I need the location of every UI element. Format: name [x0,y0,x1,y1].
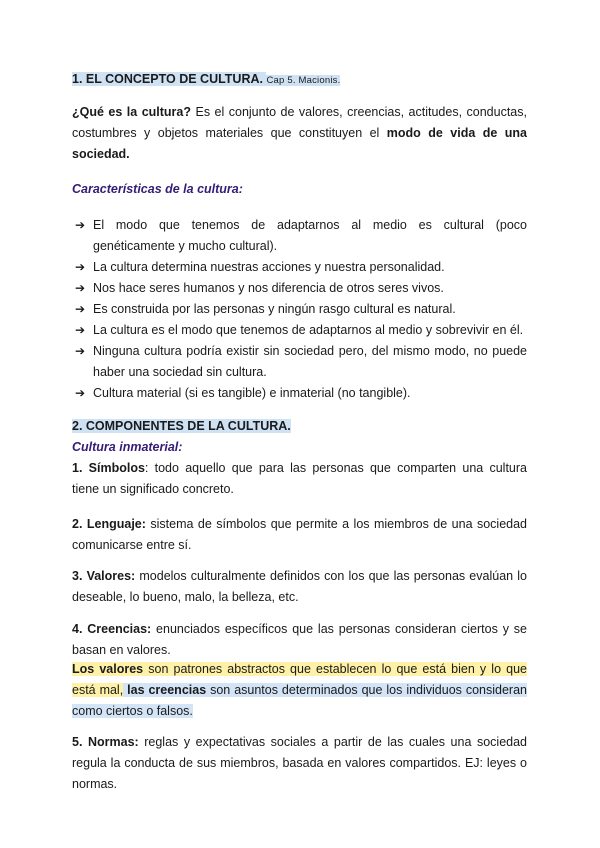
list-item: ➔ Ninguna cultura podría existir sin sociedad pero, del mismo modo, no puede haber una sociedad sin cultura. [72,341,527,383]
list-item: ➔ La cultura determina nuestras acciones y nuestra personalidad. [72,257,527,278]
component-beliefs: 4. Creencias: enunciados específicos que las personas consideran ciertos y se basan en valores. [72,622,527,657]
arrow-right-icon: ➔ [75,386,86,400]
definition-text: Es el conjunto de valores, creencias, actitudes, conductas, costumbres y objetos materiales que constituyen el [72,105,527,140]
section2-heading [72,416,527,437]
component-language: 2. Lenguaje: sistema de símbolos que permite a los miembros de una sociedad comunicarse entre sí. [72,517,528,552]
arrow-right-icon: ➔ [75,260,86,274]
component-symbols: 1. Símbolos: todo aquello que para las personas que comparten una cultura tiene un significado concreto. [72,461,527,496]
note-beliefs: las creencias son asuntos determinados que los individuos consideran como ciertos o falsos. [72,683,527,718]
values-label: 3. Valores: [72,569,136,583]
characteristics-title: Características de la cultura: [72,182,243,196]
symbols-label: 1. Símbolos [72,461,145,475]
beliefs-label: 4. Creencias: [72,622,152,636]
section2-title: 2. COMPONENTES DE LA CULTURA. [72,419,291,433]
arrow-right-icon: ➔ [75,281,86,295]
values-beliefs-note [72,659,527,722]
list-item: ➔ El modo que tenemos de adaptarnos al medio es cultural (poco genéticamente y mucho cultural). [72,215,527,257]
arrow-right-icon: ➔ [75,302,86,316]
list-item: ➔ Nos hace seres humanos y nos diferencia de otros seres vivos. [72,278,527,299]
section2-subtitle: Cultura inmaterial: [72,440,183,454]
section1-ref: Cap 5. Macionis. [266,75,341,86]
section1-title: 1. EL CONCEPTO DE CULTURA. [72,72,263,86]
arrow-right-icon: ➔ [75,344,86,358]
language-label: 2. Lenguaje: [72,517,146,531]
note-values: Los valores son patrones abstractos que establecen lo que está bien y lo que está mal, [72,662,527,697]
section1-heading [72,69,527,91]
definition-bold-end: modo de vida de una sociedad. [72,126,528,161]
list-item: ➔ Es construida por las personas y ningún rasgo cultural es natural. [72,299,527,320]
definition-paragraph [72,102,527,165]
characteristics-list [72,215,527,404]
arrow-right-icon: ➔ [75,218,86,232]
list-item: ➔ La cultura es el modo que tenemos de adaptarnos al medio y sobrevivir en él. [72,320,527,341]
norms-label: 5. Normas: [72,735,139,749]
arrow-right-icon: ➔ [75,323,86,337]
definition-question: ¿Qué es la cultura? [72,105,192,119]
list-item: ➔ Cultura material (si es tangible) e inmaterial (no tangible). [72,383,527,404]
component-values: 3. Valores: modelos culturalmente definidos con los que las personas evalúan lo deseable, lo bueno, malo, la belleza, etc. [72,569,527,604]
component-norms: 5. Normas: reglas y expectativas sociales a partir de las cuales una sociedad regula la conducta de sus miembros, basada en valores compartidos. EJ: leyes o normas. [72,735,527,791]
